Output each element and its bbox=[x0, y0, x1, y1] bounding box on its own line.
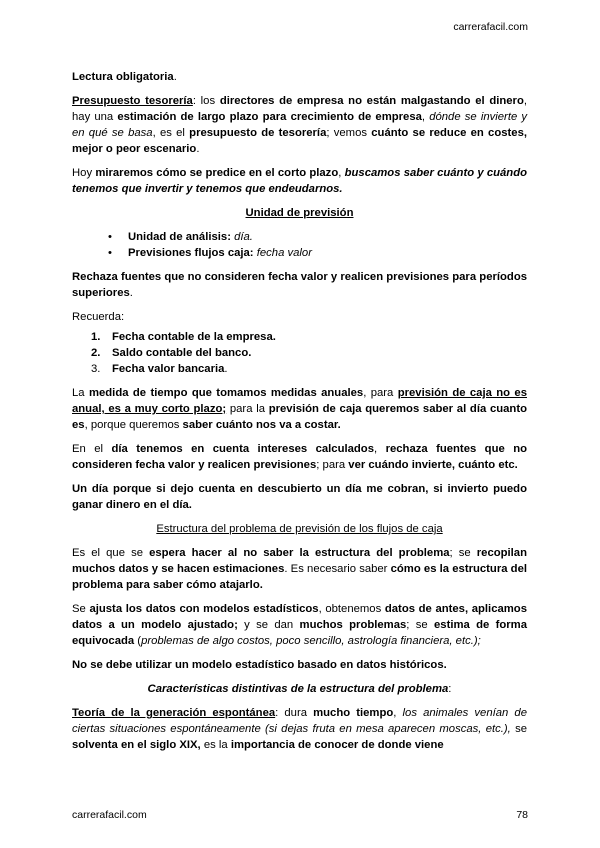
bold-text: Fecha valor bancaria bbox=[112, 363, 225, 375]
text: , es el bbox=[152, 127, 190, 139]
list-item bbox=[72, 361, 527, 377]
text: , bbox=[374, 443, 386, 455]
underlined-term: Presupuesto tesorería bbox=[72, 95, 193, 107]
header-site-name: carrerafacil.com bbox=[453, 21, 528, 33]
underlined-term: Teoría de la generación espontánea bbox=[72, 707, 276, 719]
bold-text: Un día porque si dejo cuenta en descubierto un día me cobran, si invierto puedo ganar dinero en el día. bbox=[72, 483, 527, 511]
text: es la bbox=[200, 739, 231, 751]
bold-text: cuánto se reduce en costes, mejor o peor escenario bbox=[72, 127, 527, 155]
italic-text: fecha valor bbox=[256, 247, 312, 259]
text: ; para bbox=[316, 459, 349, 471]
bold-text: datos de antes, aplicamos datos a un modelo ajustado; bbox=[72, 603, 527, 631]
list-item bbox=[72, 245, 527, 261]
text: . bbox=[224, 363, 228, 375]
bold-text bbox=[246, 207, 354, 219]
text: y se dan bbox=[237, 619, 300, 631]
heading-caracteristicas bbox=[72, 681, 527, 697]
bold-text: muchos problemas bbox=[299, 619, 407, 631]
numbered-list bbox=[72, 329, 527, 377]
italic-text: los animales venían de ciertas situaciones espontáneamente (si dejas fruta en mesa aparecen moscas, etc.), bbox=[72, 707, 527, 735]
bold-text: Rechaza fuentes que no consideren fecha valor y realicen previsiones para períodos superiores bbox=[72, 271, 527, 299]
paragraph-rechaza bbox=[72, 269, 527, 301]
list-item bbox=[72, 229, 527, 245]
text: ; vemos bbox=[326, 127, 372, 139]
paragraph-descubierto bbox=[72, 481, 527, 513]
text: . bbox=[173, 71, 177, 83]
bold-text: recopilan muchos datos y se hacen estimaciones bbox=[72, 547, 527, 575]
bold-text bbox=[72, 707, 275, 719]
bold-text: Saldo contable del banco. bbox=[112, 347, 252, 359]
text: : dura bbox=[275, 707, 314, 719]
bullet-icon: • bbox=[108, 247, 112, 259]
paragraph-medida-tiempo bbox=[72, 385, 527, 433]
list-number: 1. bbox=[91, 331, 101, 343]
bold-text: previsión de caja queremos saber al día cuanto es bbox=[72, 403, 527, 431]
section-heading: Unidad de previsión bbox=[245, 207, 354, 219]
bold-text: rechaza fuentes que no consideren fecha valor y realicen previsiones bbox=[72, 443, 527, 471]
bold-text: solventa en el siglo XIX, bbox=[72, 739, 201, 751]
bold-text: Fecha contable de la empresa. bbox=[112, 331, 276, 343]
paragraph-hoy bbox=[72, 165, 527, 197]
text: , hay una bbox=[72, 95, 527, 123]
text: , bbox=[421, 111, 430, 123]
bold-text: Unidad de análisis: bbox=[128, 231, 231, 243]
bold-text: ver cuándo invierte, cuánto etc. bbox=[348, 459, 518, 471]
page-number: 78 bbox=[516, 809, 528, 821]
bold-text: día tenemos en cuenta intereses calculados bbox=[111, 443, 374, 455]
text: . Es necesario saber bbox=[284, 563, 391, 575]
text: Es el que se bbox=[72, 547, 150, 559]
text: Recuerda: bbox=[72, 311, 125, 323]
bold-text: saber cuánto nos va a costar. bbox=[182, 419, 341, 431]
heading-estructura-problema bbox=[72, 521, 527, 537]
bold-text: presupuesto de tesorería bbox=[189, 127, 327, 139]
bullet-list bbox=[72, 229, 527, 261]
text: : bbox=[448, 683, 452, 695]
paragraph-presupuesto bbox=[72, 93, 527, 157]
text: . bbox=[196, 143, 200, 155]
bold-text: estima de forma equivocada bbox=[72, 619, 527, 647]
list-number: 3. bbox=[91, 363, 101, 375]
paragraph-ajusta bbox=[72, 601, 527, 649]
bold-text: miraremos cómo se predice en el corto plazo bbox=[95, 167, 339, 179]
text: para la bbox=[226, 403, 269, 415]
bold-text: Previsiones flujos caja: bbox=[128, 247, 254, 259]
bold-text: ajusta los datos con modelos estadísticos bbox=[89, 603, 319, 615]
text: ( bbox=[134, 635, 142, 647]
paragraph-teoria bbox=[72, 705, 527, 753]
bold-text: importancia de conocer de donde viene bbox=[230, 739, 444, 751]
text: se bbox=[510, 723, 528, 735]
bold-text: mucho tiempo bbox=[313, 707, 394, 719]
italic-text: día. bbox=[234, 231, 253, 243]
text: ; se bbox=[449, 547, 477, 559]
text: , bbox=[393, 707, 403, 719]
bold-text: estimación de largo plazo para crecimiento de empresa bbox=[117, 111, 422, 123]
bullet-icon: • bbox=[108, 231, 112, 243]
list-item bbox=[72, 329, 527, 345]
bold-text: medida de tiempo que tomamos medidas anuales bbox=[88, 387, 364, 399]
heading-unidad-prevision bbox=[72, 205, 527, 221]
text: La bbox=[72, 387, 89, 399]
bold-text: No se debe utilizar un modelo estadístico basado en datos históricos. bbox=[72, 659, 447, 671]
text: , porque queremos bbox=[84, 419, 183, 431]
underlined-term: previsión de caja no es anual, es a muy corto plazo; bbox=[72, 387, 527, 415]
text: ; se bbox=[406, 619, 434, 631]
text: , para bbox=[363, 387, 398, 399]
section-heading: Estructura del problema de previsión de los flujos de caja bbox=[156, 523, 443, 535]
paragraph-intereses bbox=[72, 441, 527, 473]
text: , obtenemos bbox=[318, 603, 385, 615]
paragraph-recuerda bbox=[72, 309, 527, 325]
bold-text: directores de empresa no están malgastando el dinero bbox=[219, 95, 524, 107]
list-item bbox=[72, 345, 527, 361]
italic-text: dónde se invierte y en qué se basa bbox=[72, 111, 528, 139]
text: : los bbox=[192, 95, 220, 107]
footer-site-name: carrerafacil.com bbox=[72, 809, 147, 821]
paragraph-no-modelo bbox=[72, 657, 527, 673]
list-number: 2. bbox=[91, 347, 101, 359]
section-heading: Características distintivas de la estructura del problema bbox=[147, 683, 449, 695]
text: Se bbox=[72, 603, 90, 615]
text: . bbox=[129, 287, 133, 299]
text: En el bbox=[72, 443, 112, 455]
bold-text: cómo es la estructura del problema para saber cómo atajarlo. bbox=[72, 563, 527, 591]
paragraph-espera bbox=[72, 545, 527, 593]
bold-text: Lectura obligatoria bbox=[72, 71, 174, 83]
paragraph-lectura bbox=[72, 69, 527, 85]
text: Hoy bbox=[72, 167, 96, 179]
bold-italic-text: buscamos saber cuánto y cuándo tenemos que invertir y tenemos que endeudarnos. bbox=[72, 167, 527, 195]
bold-text: espera hacer al no saber la estructura del problema bbox=[149, 547, 450, 559]
bold-text bbox=[147, 683, 452, 695]
page-content bbox=[72, 69, 527, 761]
text: , bbox=[338, 167, 345, 179]
bold-text bbox=[72, 95, 193, 107]
italic-text: problemas de algo costos, poco sencillo, astrología financiera, etc.); bbox=[141, 635, 481, 647]
